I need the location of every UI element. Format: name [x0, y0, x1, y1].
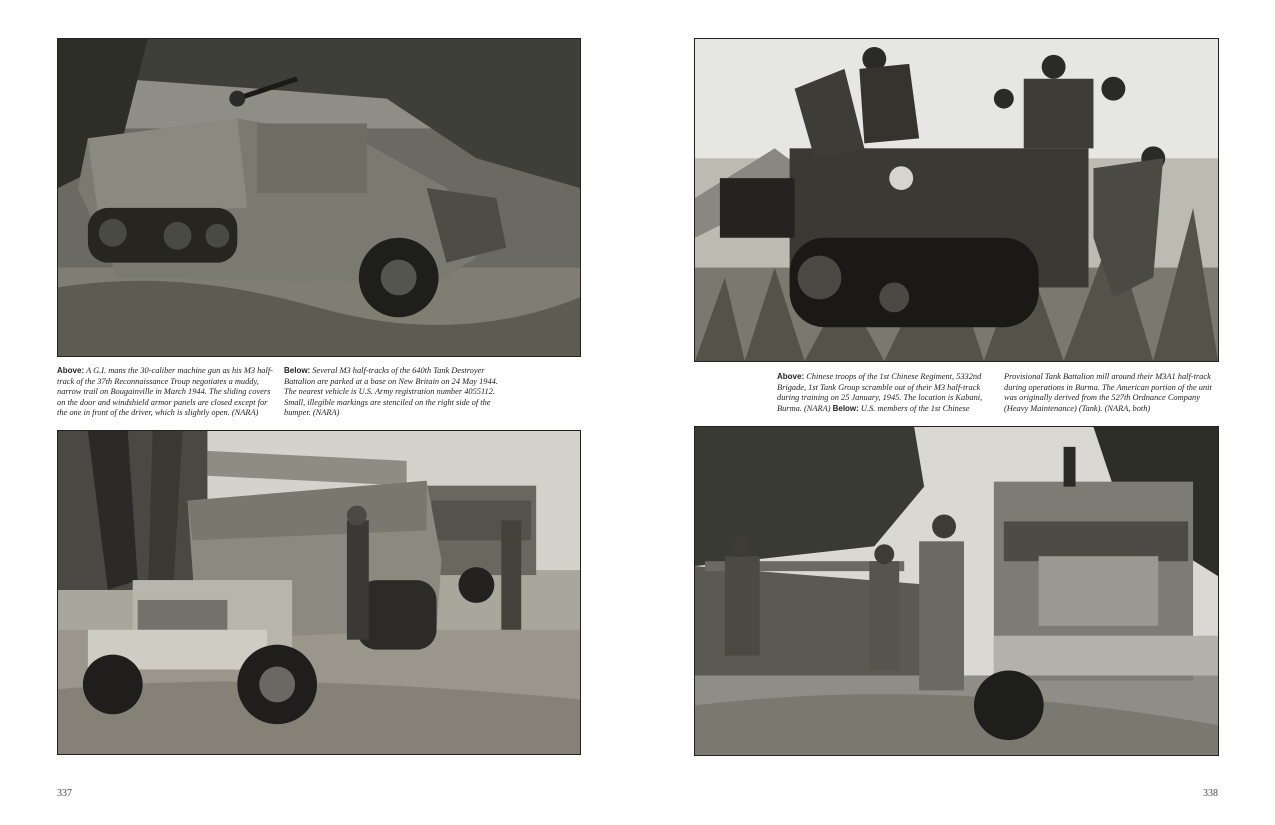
caption-below-left [284, 366, 500, 419]
caption-lead: Below: [284, 366, 311, 375]
caption-lead-2: Below: [832, 403, 859, 413]
caption-above-left [57, 366, 273, 419]
photo-halftrack-bougainville [57, 38, 581, 357]
caption-text-2: U.S. members of the 1st Chinese [858, 403, 970, 413]
photo-us-troops-burma [694, 426, 1219, 756]
caption-text: Chinese troops of the 1st Chinese Regiment, 5332nd Brigade, 1st Tank Group scramble out of their M3 half-track during training on 25 January, 1945. The location is Kabani, Burma. (NARA) [777, 372, 983, 413]
caption-right-col1 [777, 372, 987, 414]
caption-text: Provisional Tank Battalion mill around their M3A1 half-track during operations in Burma. The American portion of the unit was originally derived from the 527th Ordnance Company (Heavy Maintenance) (Tank). (NARA, both) [1004, 372, 1212, 413]
caption-right-col2 [1004, 372, 1218, 414]
caption-lead: Above: [777, 372, 805, 381]
caption-text: A G.I. mans the 30-caliber machine gun as his M3 half-track of the 37th Reconnaissance Troup negotiates a muddy, narrow trail on Bougainville in March 1944. The sliding covers on the door and windshield armor panels are closed except for the one in front of the driver, which is slightly open. (NARA) [57, 366, 273, 418]
photo-halftracks-new-britain [57, 430, 581, 755]
page-number-right: 338 [1203, 788, 1218, 799]
caption-lead: Above: [57, 366, 85, 375]
page-number-left: 337 [57, 788, 72, 799]
caption-text: Several M3 half-tracks of the 640th Tank Destroyer Battalion are parked at a base on New Britain on 24 May 1944. The nearest vehicle is U.S. Army registration number 4055112. Small, illegible markings are stenciled on the right side of the bumper. (NARA) [284, 366, 498, 418]
photo-chinese-troops-halftrack [694, 38, 1219, 362]
